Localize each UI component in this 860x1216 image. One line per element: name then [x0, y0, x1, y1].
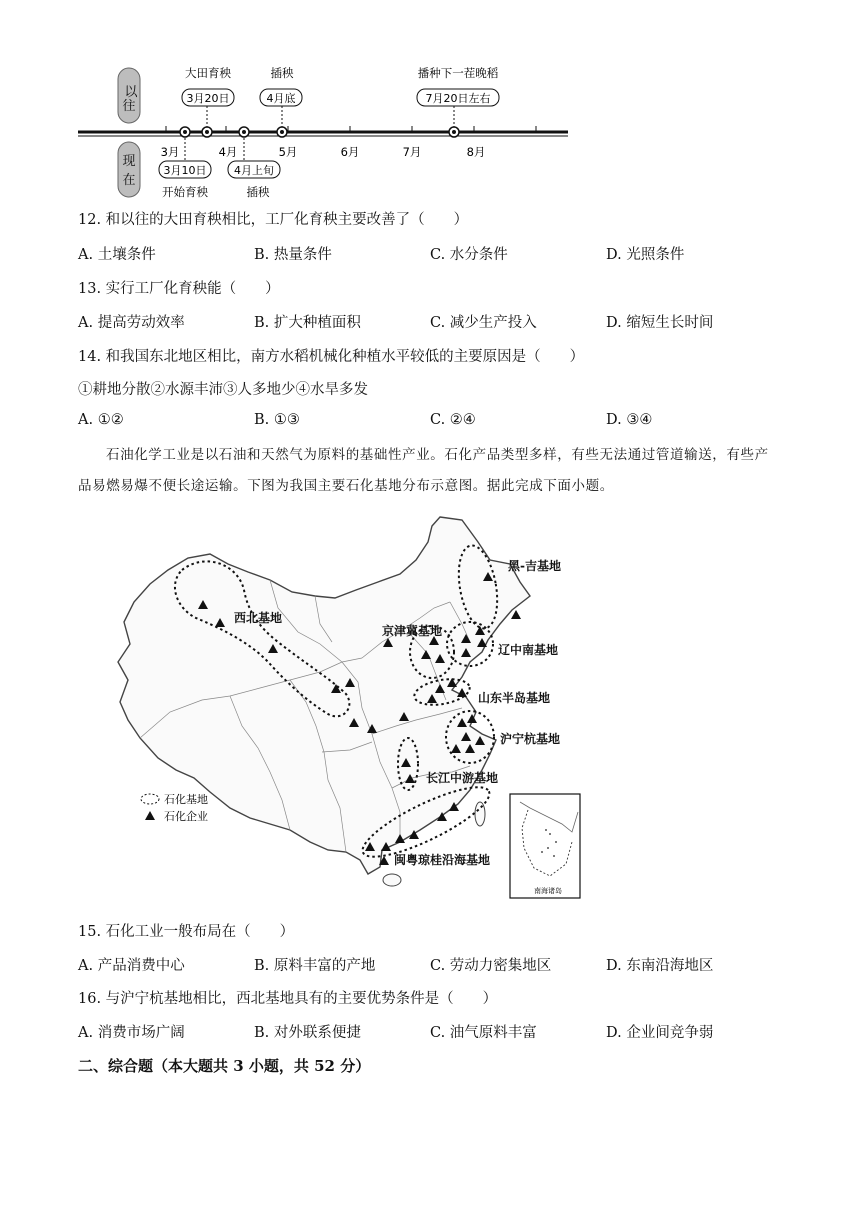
base-label-liaozhongnan: 辽中南基地	[498, 643, 559, 657]
passage-paragraph: 石油化学工业是以石油和天然气为原料的基础性产业。石化产品类型多样，有些无法通过管道输送，有些产品易燃易爆不便长途运输。下图为我国主要石化基地分布示意图。据此完成下面小题。	[78, 447, 769, 494]
base-label-coastal: 闽粤琼桂沿海基地	[394, 853, 491, 867]
question-15-option-b[interactable]: B. 原料丰富的产地	[254, 958, 376, 974]
question-16-option-d[interactable]: D. 企业间竞争弱	[606, 1025, 714, 1041]
question-12-stem: 12. 和以往的大田育秧相比，工厂化育秧主要改善了（ ）	[78, 212, 469, 228]
question-14-option-a[interactable]: A. ①②	[78, 412, 124, 428]
question-13-option-b[interactable]: B. 扩大种植面积	[254, 315, 361, 331]
question-14-option-b[interactable]: B. ①③	[254, 412, 300, 428]
question-14-statements: ①耕地分散②水源丰沛③人多地少④水旱多发	[78, 382, 368, 398]
past-event-3-date: 7月20日左右	[425, 92, 491, 105]
inset-label: 南海诸岛	[534, 887, 562, 895]
base-label-huning: 沪宁杭基地	[500, 732, 561, 746]
now-label: 现	[122, 154, 136, 169]
south-china-sea-inset	[510, 794, 580, 898]
month-8: 8月	[466, 145, 486, 159]
legend-base-label: 石化基地	[164, 793, 208, 806]
question-12-option-b[interactable]: B. 热量条件	[254, 247, 332, 263]
month-5: 5月	[278, 145, 298, 159]
past-event-3-title: 播种下一茬晚稻	[417, 66, 499, 80]
month-6: 6月	[340, 145, 360, 159]
base-label-changjiang: 长江中游基地	[426, 771, 499, 785]
rice-seedling-timeline	[78, 58, 578, 208]
legend-enterprise-label: 石化企业	[164, 810, 208, 823]
past-event-2-date: 4月底	[266, 92, 296, 105]
question-12-option-a[interactable]: A. 土壤条件	[78, 247, 156, 263]
question-14-option-c[interactable]: C. ②④	[430, 412, 476, 428]
base-label-heiji: 黑-吉基地	[508, 559, 561, 573]
question-16-option-b[interactable]: B. 对外联系便捷	[254, 1025, 361, 1041]
question-13-stem: 13. 实行工厂化育秧能（ ）	[78, 281, 280, 297]
base-label-shandong: 山东半岛基地	[478, 691, 551, 705]
now-event-1-title: 开始育秧	[162, 185, 208, 199]
question-13-option-a[interactable]: A. 提高劳动效率	[78, 315, 185, 331]
past-label: 以	[121, 84, 137, 98]
map-legend	[141, 792, 208, 823]
svg-text:往: 往	[122, 99, 136, 114]
question-14-stem: 14. 和我国东北地区相比，南方水稻机械化种植水平较低的主要原因是（ ）	[78, 349, 585, 365]
now-event-2-date: 4月上旬	[234, 164, 274, 177]
past-event-1-title: 大田育秧	[185, 66, 231, 80]
now-event-2-title: 插秧	[246, 185, 270, 199]
question-14-option-d[interactable]: D. ③④	[606, 412, 653, 428]
section-title: 二、综合题（本大题共 3 小题，共 52 分）	[78, 1057, 371, 1075]
question-15-option-c[interactable]: C. 劳动力密集地区	[430, 958, 552, 974]
month-7: 7月	[402, 145, 422, 159]
base-label-northwest: 西北基地	[234, 611, 283, 625]
base-label-jingjinji: 京津冀基地	[382, 624, 443, 638]
question-12-option-c[interactable]: C. 水分条件	[430, 247, 508, 263]
question-15-stem: 15. 石化工业一般布局在（ ）	[78, 924, 295, 940]
question-13-option-d[interactable]: D. 缩短生长时间	[606, 315, 714, 331]
question-16-option-c[interactable]: C. 油气原料丰富	[430, 1025, 537, 1041]
past-event-2-title: 插秧	[270, 66, 294, 80]
question-13-option-c[interactable]: C. 减少生产投入	[430, 315, 537, 331]
question-15-option-a[interactable]: A. 产品消费中心	[78, 958, 185, 974]
svg-text:在: 在	[122, 173, 136, 188]
past-event-1-date: 3月20日	[186, 92, 230, 105]
month-3: 3月	[160, 145, 180, 159]
question-12-option-d[interactable]: D. 光照条件	[606, 247, 685, 263]
now-event-1-date: 3月10日	[163, 164, 207, 177]
question-15-option-d[interactable]: D. 东南沿海地区	[606, 958, 714, 974]
question-16-option-a[interactable]: A. 消费市场广阔	[78, 1025, 185, 1041]
question-16-stem: 16. 与沪宁杭基地相比，西北基地具有的主要优势条件是（ ）	[78, 991, 498, 1007]
china-petrochemical-map	[110, 512, 590, 902]
month-4: 4月	[218, 145, 238, 159]
